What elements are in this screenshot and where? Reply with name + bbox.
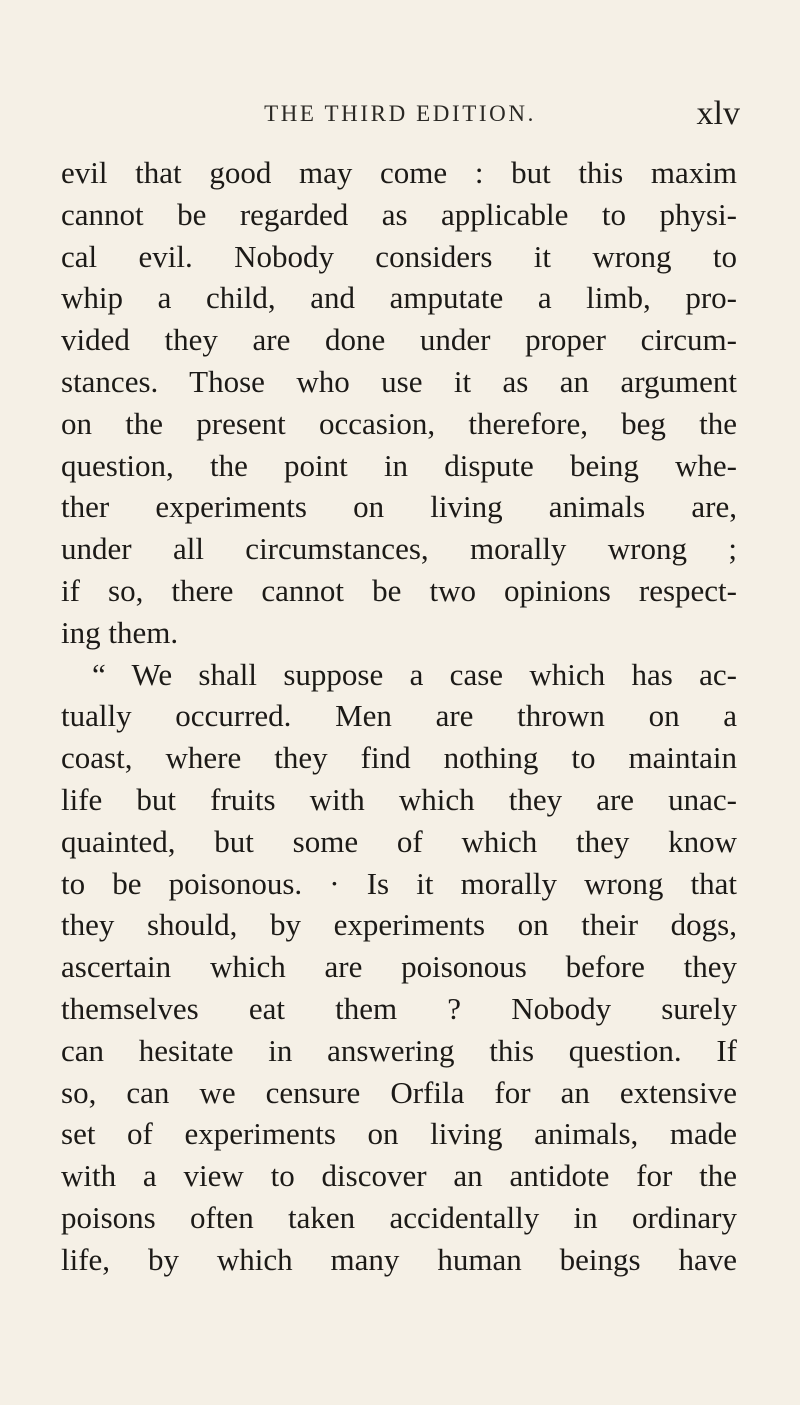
paragraph-end-line: ing them. xyxy=(61,614,179,650)
text-line: with a view to discover an antidote for the xyxy=(61,1158,737,1194)
text-line: cal evil. Nobody considers it wrong to xyxy=(61,238,737,274)
text-line: coast, where they find nothing to maintain xyxy=(61,740,737,776)
running-title: THE THIRD EDITION. xyxy=(264,101,536,126)
text-line: life but fruits with which they are unac- xyxy=(61,781,737,817)
text-line: quainted, but some of which they know xyxy=(61,823,737,859)
text-line: whip a child, and amputate a limb, pro- xyxy=(61,280,737,316)
text-line: they should, by experiments on their dogs, xyxy=(61,907,737,943)
page-number: xlv xyxy=(696,95,740,132)
text-line: cannot be regarded as applicable to physi- xyxy=(61,196,737,232)
text-line: poisons often taken accidentally in ordinary xyxy=(61,1199,737,1235)
text-line: stances. Those who use it as an argument xyxy=(61,363,737,399)
paragraph-start-line: “ We shall suppose a case which has ac- xyxy=(92,656,737,692)
text-line: ther experiments on living animals are, xyxy=(61,489,737,525)
text-line: ascertain which are poisonous before they xyxy=(61,949,737,985)
body-text xyxy=(61,152,737,1281)
text-line: life, by which many human beings have xyxy=(61,1241,737,1277)
text-line: question, the point in dispute being whe- xyxy=(61,447,737,483)
text-line: can hesitate in answering this question. If xyxy=(61,1032,737,1068)
text-line: under all circumstances, morally wrong ; xyxy=(61,531,737,567)
text-line: tually occurred. Men are thrown on a xyxy=(61,698,737,734)
text-line: to be poisonous. · Is it morally wrong that xyxy=(61,865,737,901)
running-head xyxy=(60,94,740,134)
text-line: vided they are done under proper circum- xyxy=(61,322,737,358)
text-line: set of experiments on living animals, made xyxy=(61,1116,737,1152)
text-line: themselves eat them ? Nobody surely xyxy=(61,990,737,1026)
text-line: if so, there cannot be two opinions respect- xyxy=(61,572,737,608)
text-line: so, can we censure Orfila for an extensive xyxy=(61,1074,737,1110)
text-line: evil that good may come : but this maxim xyxy=(61,155,737,190)
text-line: on the present occasion, therefore, beg the xyxy=(61,405,737,441)
